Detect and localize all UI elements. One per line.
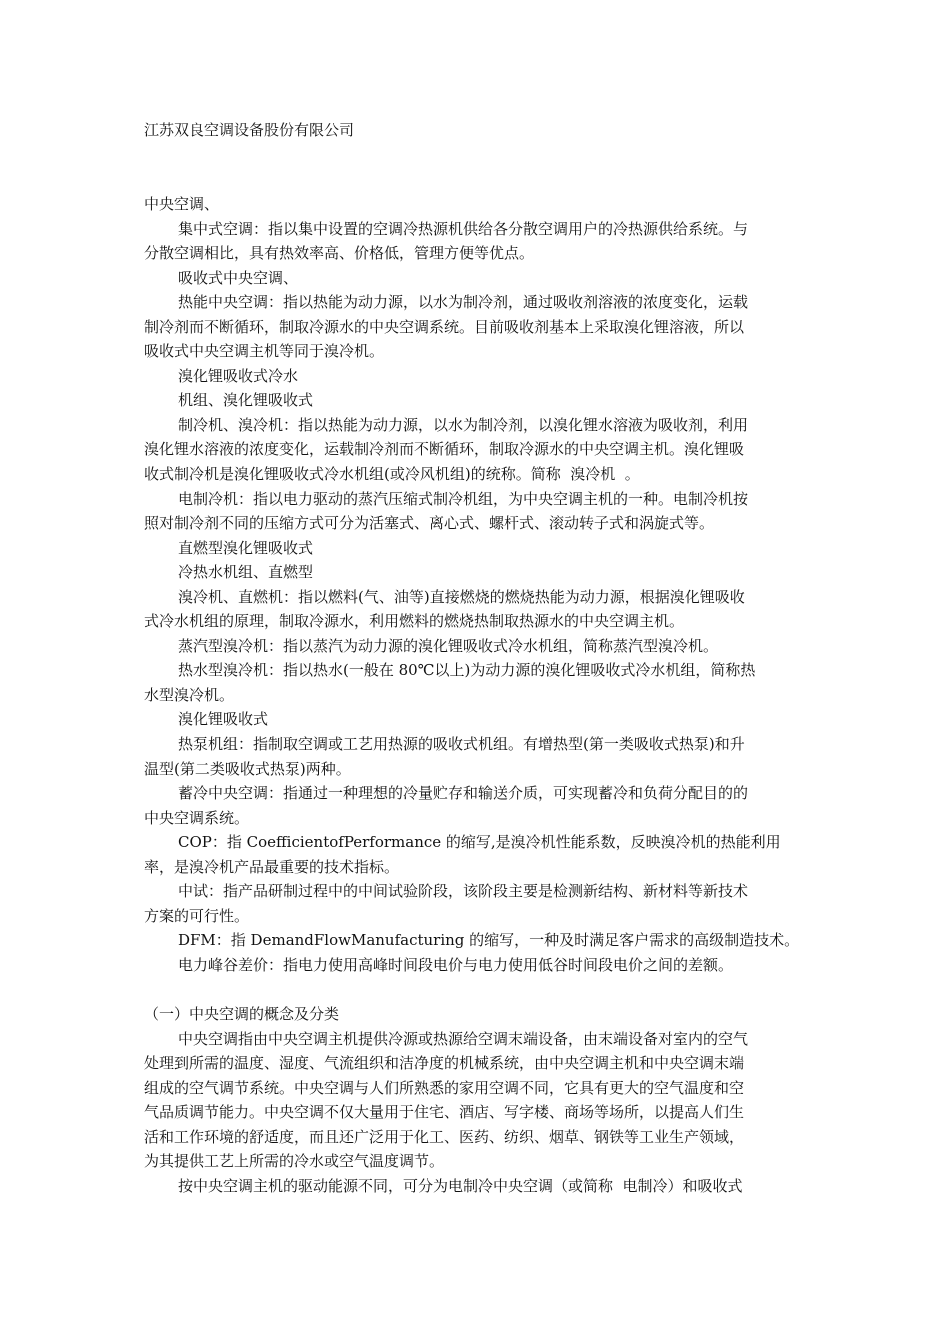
text-line: 按中央空调主机的驱动能源不同，可分为电制冷中央空调（或简称 电制冷）和吸收式 (178, 1176, 743, 1195)
text-line: 蓄冷中央空调：指通过一种理想的冷量贮存和输送介质，可实现蓄冷和负荷分配目的的 (178, 784, 749, 803)
text-line: 溴化锂吸收式 (178, 710, 269, 729)
text-line: 为其提供工艺上所需的冷水或空气温度调节。 (144, 1152, 445, 1171)
document-body (144, 192, 808, 1198)
text-line: 电力峰谷差价：指电力使用高峰时间段电价与电力使用低谷时间段电价之间的差额。 (178, 955, 734, 974)
text-line: 制冷机、溴冷机：指以热能为动力源，以水为制冷剂，以溴化锂水溶液为吸收剂，利用 (178, 415, 749, 434)
text-line: 组成的空气调节系统。中央空调与人们所熟悉的家用空调不同，它具有更大的空气温度和空 (144, 1078, 745, 1097)
text-line: 电制冷机：指以电力驱动的蒸汽压缩式制冷机组，为中央空调主机的一种。电制冷机按 (178, 489, 749, 508)
text-line: 中试：指产品研制过程中的中间试验阶段，该阶段主要是检测新结构、新材料等新技术 (178, 882, 749, 901)
text-line: COP：指 CoefficientofPerformance 的缩写,是溴冷机性能系数，反映溴冷机的热能利用 (178, 833, 781, 852)
text-line: 吸收式中央空调、 (178, 268, 299, 287)
text-line: 制冷剂而不断循环，制取冷源水的中央空调系统。目前吸收剂基本上采取溴化锂溶液，所以 (144, 317, 745, 336)
text-line: 水型溴冷机。 (144, 685, 235, 704)
text-line: 直燃型溴化锂吸收式 (178, 538, 314, 557)
text-line: 收式制冷机是溴化锂吸收式冷水机组(或冷风机组)的统称。简称 溴冷机 。 (144, 465, 640, 484)
text-line: 照对制冷剂不同的压缩方式可分为活塞式、离心式、螺杆式、滚动转子式和涡旋式等。 (144, 514, 715, 533)
text-line: 中央空调系统。 (144, 808, 250, 827)
text-line: 热水型溴冷机：指以热水(一般在 80℃以上)为动力源的溴化锂吸收式冷水机组，简称热 (178, 661, 756, 680)
section-title: （一）中央空调的概念及分类 (144, 1005, 340, 1024)
text-line: 吸收式中央空调主机等同于溴冷机。 (144, 342, 385, 361)
text-line: 机组、溴化锂吸收式 (178, 391, 314, 410)
text-line: 热泵机组：指制取空调或工艺用热源的吸收式机组。有增热型(第一类吸收式热泵)和升 (178, 735, 745, 754)
text-line: 中央空调指由中央空调主机提供冷源或热源给空调末端设备，由末端设备对室内的空气 (178, 1029, 749, 1048)
text-line: 集中式空调：指以集中设置的空调冷热源机供给各分散空调用户的冷热源供给系统。与 (178, 219, 749, 238)
section-body (144, 1027, 808, 1199)
text-line: 活和工作环境的舒适度，而且还广泛用于化工、医药、纺织、烟草、钢铁等工业生产领域， (144, 1127, 745, 1146)
text-line: DFM：指 DemandFlowManufacturing 的缩写，一种及时满足客户需求的高级制造技术。 (178, 931, 800, 950)
text-line: 温型(第二类吸收式热泵)两种。 (144, 759, 351, 778)
text-line: 分散空调相比，具有热效率高、价格低，管理方便等优点。 (144, 244, 535, 263)
text-line: 蒸汽型溴冷机：指以蒸汽为动力源的溴化锂吸收式冷水机组，简称蒸汽型溴冷机。 (178, 636, 719, 655)
text-line: 处理到所需的温度、湿度、气流组织和洁净度的机械系统，由中央空调主机和中央空调末端 (144, 1054, 745, 1073)
paragraph-gap (144, 978, 808, 1003)
text-line: 热能中央空调：指以热能为动力源，以水为制冷剂，通过吸收剂溶液的浓度变化，运载 (178, 293, 749, 312)
text-line: 溴冷机、直燃机：指以燃料(气、油等)直接燃烧的燃烧热能为动力源，根据溴化锂吸收 (178, 587, 745, 606)
text-line: 气品质调节能力。中央空调不仅大量用于住宅、酒店、写字楼、商场等场所，以提高人们生 (144, 1103, 745, 1122)
text-line: 溴化锂吸收式冷水 (178, 366, 299, 385)
text-line: 溴化锂水溶液的浓度变化，运载制冷剂而不断循环，制取冷源水的中央空调主机。溴化锂吸 (144, 440, 745, 459)
text-line: 式冷水机组的原理，制取冷源水，利用燃料的燃烧热制取热源水的中央空调主机。 (144, 612, 685, 631)
text-line: 方案的可行性。 (144, 906, 250, 925)
text-line: 率，是溴冷机产品最重要的技术指标。 (144, 857, 400, 876)
text-line: 冷热水机组、直燃型 (178, 563, 314, 582)
text-line: 中央空调、 (144, 195, 220, 213)
definitions-block (144, 192, 808, 978)
company-name: 江苏双良空调设备股份有限公司 (144, 121, 355, 139)
